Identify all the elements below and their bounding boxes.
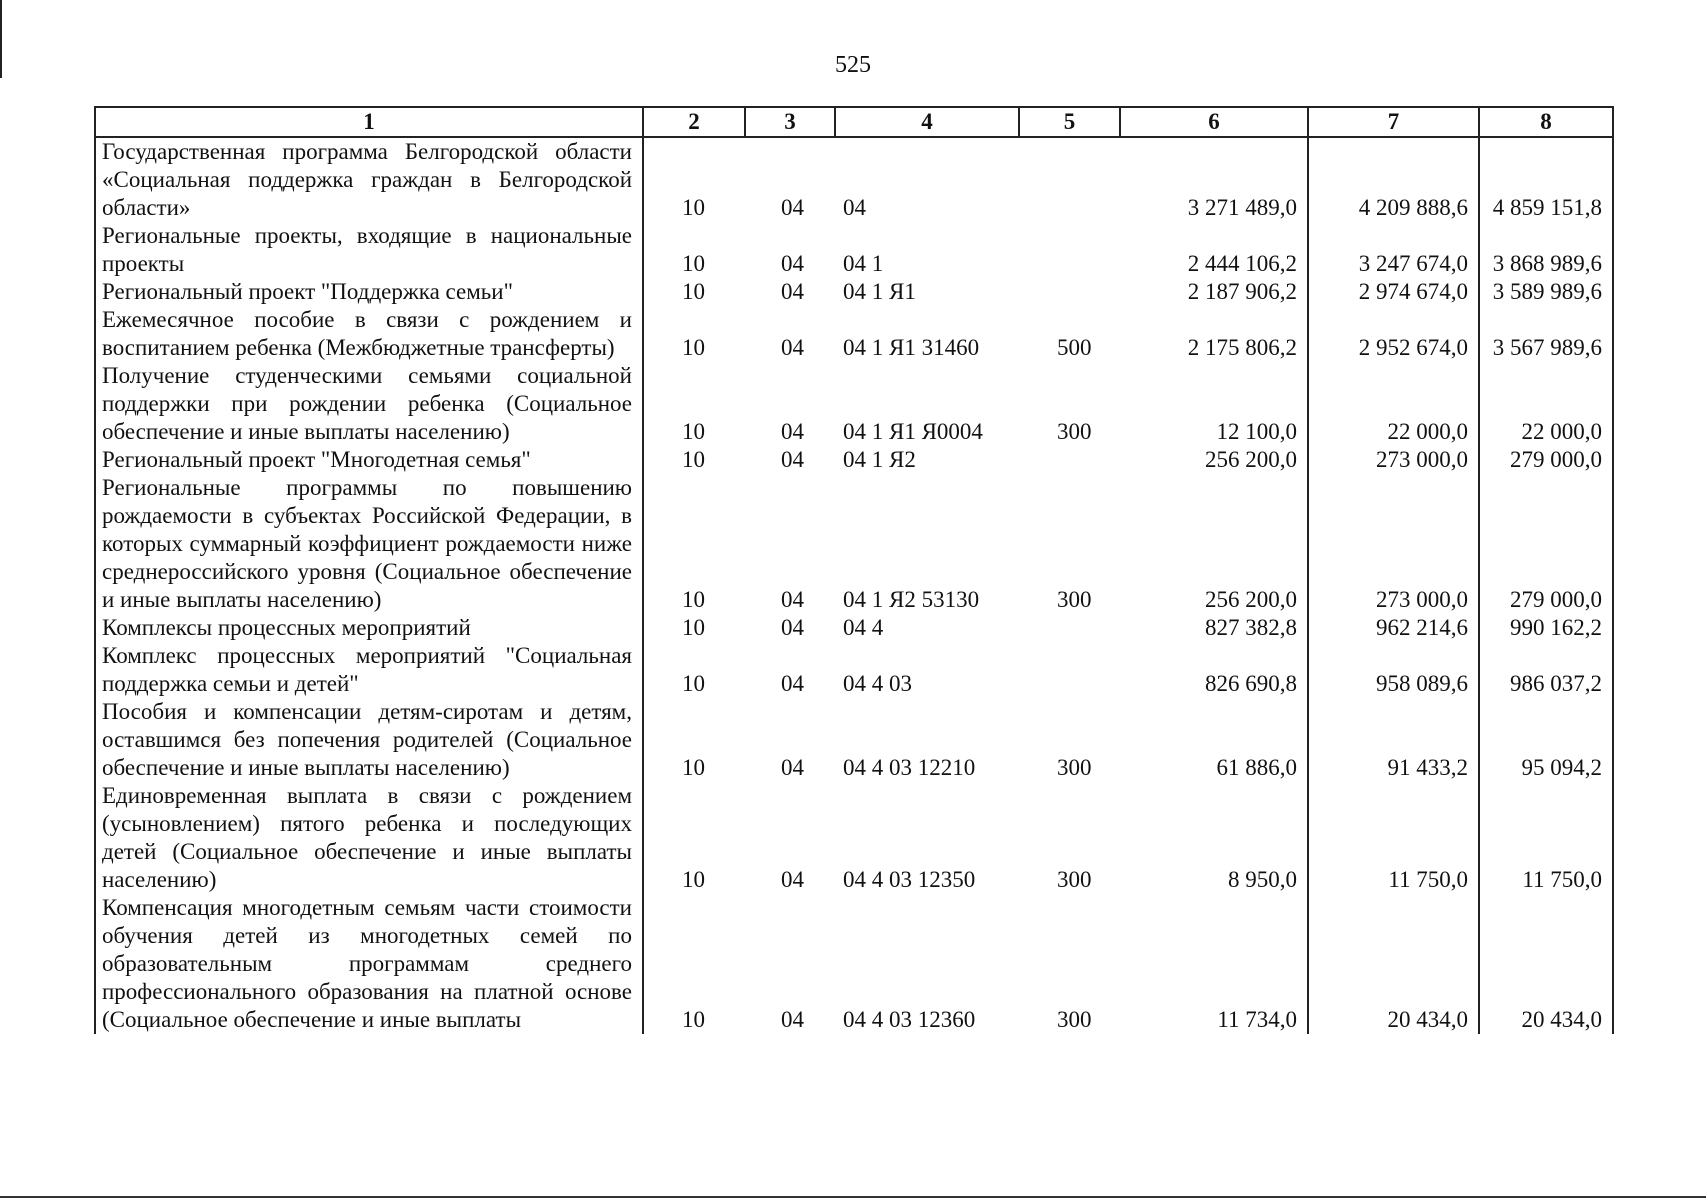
table-row	[95, 698, 1613, 782]
row-name: Ежемесячное пособие в связи с рождением и воспитанием ребенка (Межбюджетные трансферты)	[95, 306, 643, 362]
row-expense-type	[1019, 642, 1120, 698]
row-amount-col7: 11 750,0	[1308, 782, 1479, 894]
row-subsection: 04	[781, 447, 804, 472]
row-amount-col8: 20 434,0	[1479, 894, 1613, 1034]
row-amount-col6: 12 100,0	[1120, 362, 1308, 446]
header-col-4: 4	[835, 107, 1019, 137]
row-amount-col7: 958 089,6	[1308, 642, 1479, 698]
table-body	[95, 137, 1613, 1034]
header-col-3: 3	[745, 107, 835, 137]
row-amount-col8: 11 750,0	[1479, 782, 1613, 894]
row-expense-type: 300	[1057, 587, 1092, 612]
row-amount-col8: 986 037,2	[1479, 642, 1613, 698]
row-name: Региональные проекты, входящие в национальные проекты	[95, 222, 643, 278]
row-amount-col6: 11 734,0	[1120, 894, 1308, 1034]
scan-bottom-line	[0, 1196, 1706, 1198]
row-target-article: 04 1 Я1 Я0004	[843, 419, 983, 444]
row-subsection: 04	[781, 419, 804, 444]
row-name: Региональный проект "Поддержка семьи"	[95, 278, 643, 306]
row-section: 10	[682, 755, 705, 780]
row-amount-col6: 256 200,0	[1120, 474, 1308, 614]
row-name: Комплекс процессных мероприятий "Социальная поддержка семьи и детей"	[95, 642, 643, 698]
row-subsection: 04	[781, 755, 804, 780]
row-subsection: 04	[781, 335, 804, 360]
table-row	[95, 642, 1613, 698]
row-amount-col8: 990 162,2	[1479, 614, 1613, 642]
row-amount-col8: 4 859 151,8	[1479, 137, 1613, 222]
row-subsection: 04	[781, 615, 804, 640]
table-row	[95, 137, 1613, 222]
row-name: Пособия и компенсации детям-сиротам и детям, оставшимся без попечения родителей (Социальное обеспечение и иные выплаты населению)	[95, 698, 643, 782]
row-amount-col7: 2 952 674,0	[1308, 306, 1479, 362]
row-name: Региональные программы по повышению рождаемости в субъектах Российской Федерации, в которых суммарный коэффициент рождаемости ниже среднероссийского уровня (Социальное обеспечение и иные выплаты населению)	[95, 474, 643, 614]
row-amount-col8: 3 589 989,6	[1479, 278, 1613, 306]
row-subsection: 04	[781, 251, 804, 276]
row-amount-col7: 4 209 888,6	[1308, 137, 1479, 222]
row-target-article: 04 4 03	[843, 671, 912, 696]
row-section: 10	[682, 195, 705, 220]
row-amount-col8: 279 000,0	[1479, 474, 1613, 614]
row-target-article: 04 1 Я2	[843, 447, 916, 472]
row-section: 10	[682, 587, 705, 612]
row-name: Региональный проект "Многодетная семья"	[95, 446, 643, 474]
row-name: Получение студенческими семьями социальной поддержки при рождении ребенка (Социальное обеспечение и иные выплаты населению)	[95, 362, 643, 446]
row-subsection: 04	[781, 1007, 804, 1032]
row-expense-type: 300	[1057, 755, 1092, 780]
row-section: 10	[682, 867, 705, 892]
row-amount-col6: 3 271 489,0	[1120, 137, 1308, 222]
row-section: 10	[682, 615, 705, 640]
row-subsection: 04	[781, 587, 804, 612]
row-section: 10	[682, 251, 705, 276]
row-amount-col6: 2 175 806,2	[1120, 306, 1308, 362]
row-amount-col7: 91 433,2	[1308, 698, 1479, 782]
table-row	[95, 474, 1613, 614]
row-expense-type: 300	[1057, 1007, 1092, 1032]
row-amount-col7: 273 000,0	[1308, 446, 1479, 474]
row-target-article: 04 1 Я2 53130	[843, 587, 980, 612]
table-row	[95, 362, 1613, 446]
row-amount-col8: 3 567 989,6	[1479, 306, 1613, 362]
row-amount-col8: 95 094,2	[1479, 698, 1613, 782]
row-expense-type: 300	[1057, 867, 1092, 892]
row-amount-col6: 826 690,8	[1120, 642, 1308, 698]
row-amount-col8: 279 000,0	[1479, 446, 1613, 474]
row-amount-col6: 827 382,8	[1120, 614, 1308, 642]
row-target-article: 04 4 03 12210	[843, 755, 976, 780]
table-row	[95, 446, 1613, 474]
table-row	[95, 782, 1613, 894]
table-row	[95, 306, 1613, 362]
row-section: 10	[682, 419, 705, 444]
row-amount-col7: 273 000,0	[1308, 474, 1479, 614]
row-section: 10	[682, 335, 705, 360]
row-target-article: 04 4	[843, 615, 884, 640]
row-expense-type	[1019, 446, 1120, 474]
row-target-article: 04 1 Я1	[843, 279, 916, 304]
row-target-article: 04 1	[843, 251, 884, 276]
row-section: 10	[682, 279, 705, 304]
row-expense-type: 500	[1057, 335, 1092, 360]
header-col-6: 6	[1120, 107, 1308, 137]
header-col-1: 1	[95, 107, 643, 137]
table-header-row	[95, 107, 1613, 137]
row-amount-col7: 22 000,0	[1308, 362, 1479, 446]
row-section: 10	[682, 671, 705, 696]
row-amount-col6: 2 444 106,2	[1120, 222, 1308, 278]
row-amount-col7: 3 247 674,0	[1308, 222, 1479, 278]
row-expense-type	[1019, 278, 1120, 306]
row-target-article: 04 4 03 12350	[843, 867, 976, 892]
row-amount-col6: 2 187 906,2	[1120, 278, 1308, 306]
row-expense-type	[1019, 614, 1120, 642]
table-row	[95, 278, 1613, 306]
row-subsection: 04	[781, 195, 804, 220]
row-expense-type	[1019, 222, 1120, 278]
row-subsection: 04	[781, 279, 804, 304]
budget-table	[94, 106, 1614, 1034]
row-amount-col6: 256 200,0	[1120, 446, 1308, 474]
header-col-8: 8	[1479, 107, 1613, 137]
row-expense-type	[1019, 137, 1120, 222]
row-expense-type: 300	[1057, 419, 1092, 444]
header-col-2: 2	[643, 107, 745, 137]
row-amount-col8: 22 000,0	[1479, 362, 1613, 446]
header-col-7: 7	[1308, 107, 1479, 137]
row-amount-col6: 8 950,0	[1120, 782, 1308, 894]
row-section: 10	[682, 447, 705, 472]
row-name: Государственная программа Белгородской области «Социальная поддержка граждан в Белгородской области»	[95, 137, 643, 222]
table-row	[95, 894, 1613, 1034]
row-name: Компенсация многодетным семьям части стоимости обучения детей из многодетных семей по образовательным программам среднего профессионального образования на платной основе (Социальное обеспечение и иные выплаты	[95, 894, 643, 1034]
row-amount-col7: 20 434,0	[1308, 894, 1479, 1034]
row-amount-col7: 962 214,6	[1308, 614, 1479, 642]
row-section: 10	[682, 1007, 705, 1032]
row-name: Единовременная выплата в связи с рождением (усыновлением) пятого ребенка и последующих детей (Социальное обеспечение и иные выплаты населению)	[95, 782, 643, 894]
row-subsection: 04	[781, 671, 804, 696]
page-number: 525	[835, 52, 871, 78]
row-name: Комплексы процессных мероприятий	[95, 614, 643, 642]
row-amount-col8: 3 868 989,6	[1479, 222, 1613, 278]
table-row	[95, 614, 1613, 642]
row-target-article: 04 1 Я1 31460	[843, 335, 980, 360]
row-subsection: 04	[781, 867, 804, 892]
row-amount-col7: 2 974 674,0	[1308, 278, 1479, 306]
row-target-article: 04 4 03 12360	[843, 1007, 976, 1032]
table-row	[95, 222, 1613, 278]
row-amount-col6: 61 886,0	[1120, 698, 1308, 782]
header-col-5: 5	[1019, 107, 1120, 137]
row-target-article: 04	[843, 195, 866, 220]
